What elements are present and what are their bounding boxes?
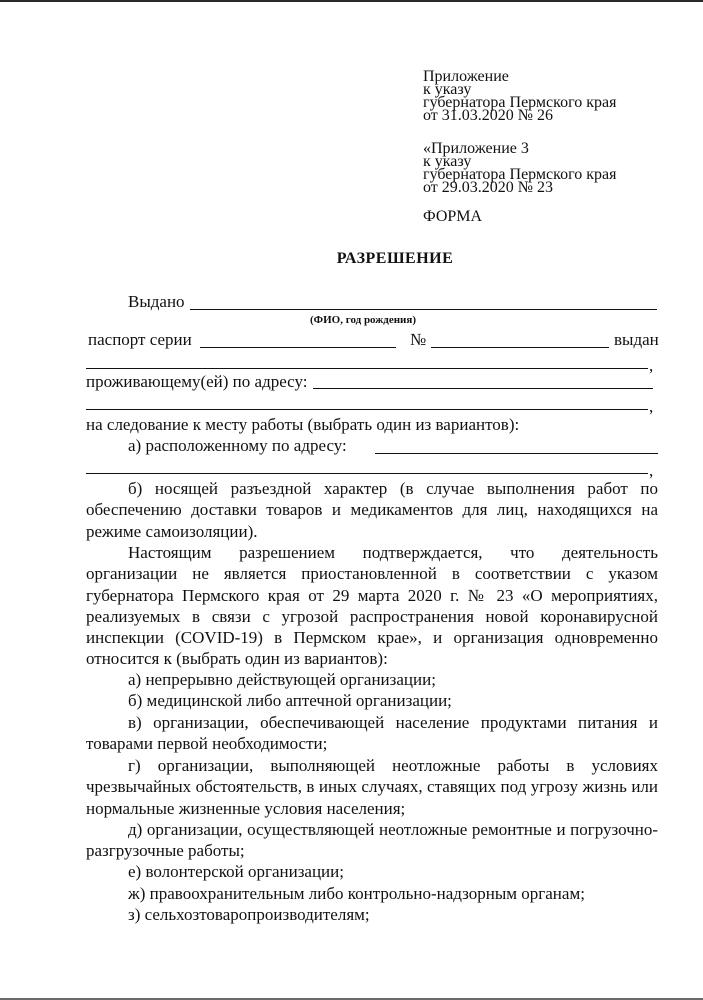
header-line: губернатора Пермского края xyxy=(423,94,617,111)
header-line: «Приложение 3 xyxy=(423,140,529,157)
issued-label: Выдано xyxy=(128,292,185,311)
header-line: губернатора Пермского края xyxy=(423,166,617,183)
header-line: к указу xyxy=(423,153,472,170)
header-line: Приложение xyxy=(423,68,509,85)
scan-edge-top xyxy=(0,0,703,2)
destination-option-b: б) носящей разъездной характер (в случае выполнения работ по обеспечению доставки товаров и медикаментов для лиц, находящихся на режиме самоизоляции). xyxy=(86,479,658,541)
work-address-field[interactable] xyxy=(375,453,658,454)
passport-number-field[interactable] xyxy=(431,347,609,348)
comma: , xyxy=(649,461,654,480)
residence-label: проживающему(ей) по адресу: xyxy=(86,372,308,391)
work-address-field-2[interactable] xyxy=(86,473,648,474)
passport-issuer-field[interactable] xyxy=(86,368,648,369)
org-option-a: а) непрерывно действующей организации; xyxy=(128,670,436,689)
document-title: РАЗРЕШЕНИЕ xyxy=(336,250,454,267)
org-option-e: д) организации, осуществляющей неотложные ремонтные и погрузочно-разгрузочные работы; xyxy=(86,820,658,861)
confirmation-text: Настоящим разрешением подтверждается, что деятельность организации не является приостановленной в соответствии с указом губернатора Пермского края от 29 марта 2020 г. № 23 «О мероприятиях, реализуемых в связи с угрозой распространения новой коронавирусной инспекции (COVID-19) в Пермском крае», и организация одновременно относится к (выбрать один из вариантов): xyxy=(86,543,658,669)
org-option-c: в) организации, обеспечивающей население продуктами питания и товарами первой необходимости; xyxy=(86,713,658,754)
passport-issued-label: выдан xyxy=(614,330,659,349)
header-line: от 31.03.2020 № 26 xyxy=(423,107,554,124)
appendix-header-amended xyxy=(423,142,617,194)
destination-option-a: а) расположенному по адресу: xyxy=(128,436,347,455)
header-line: к указу xyxy=(423,81,472,98)
issued-hint: (ФИО, год рождения) xyxy=(310,314,416,326)
org-option-d: г) организации, выполняющей неотложные работы в условиях чрезвычайных обстоятельств, в иных случаях, ставящих под угрозу жизнь или нормальные жизненные условия населения; xyxy=(86,756,658,818)
destination-intro: на следование к месту работы (выбрать один из вариантов): xyxy=(86,415,520,434)
appendix-header-current xyxy=(423,70,617,122)
org-option-h: з) сельхозтоваропроизводителям; xyxy=(128,905,370,924)
org-option-g: ж) правоохранительным либо контрольно-надзорным органам; xyxy=(128,884,585,903)
passport-series-label: паспорт серии xyxy=(88,330,192,349)
residence-address-field[interactable] xyxy=(313,388,653,389)
form-label: ФОРМА xyxy=(423,208,483,225)
residence-address-field-2[interactable] xyxy=(86,409,648,410)
passport-series-field[interactable] xyxy=(200,347,396,348)
comma: , xyxy=(649,356,654,375)
comma: , xyxy=(649,397,654,416)
issued-name-field[interactable] xyxy=(190,309,657,310)
org-option-b: б) медицинской либо аптечной организации; xyxy=(128,691,452,710)
passport-number-label: № xyxy=(410,330,427,349)
header-line: от 29.03.2020 № 23 xyxy=(423,179,554,196)
org-option-f: е) волонтерской организации; xyxy=(128,862,344,881)
